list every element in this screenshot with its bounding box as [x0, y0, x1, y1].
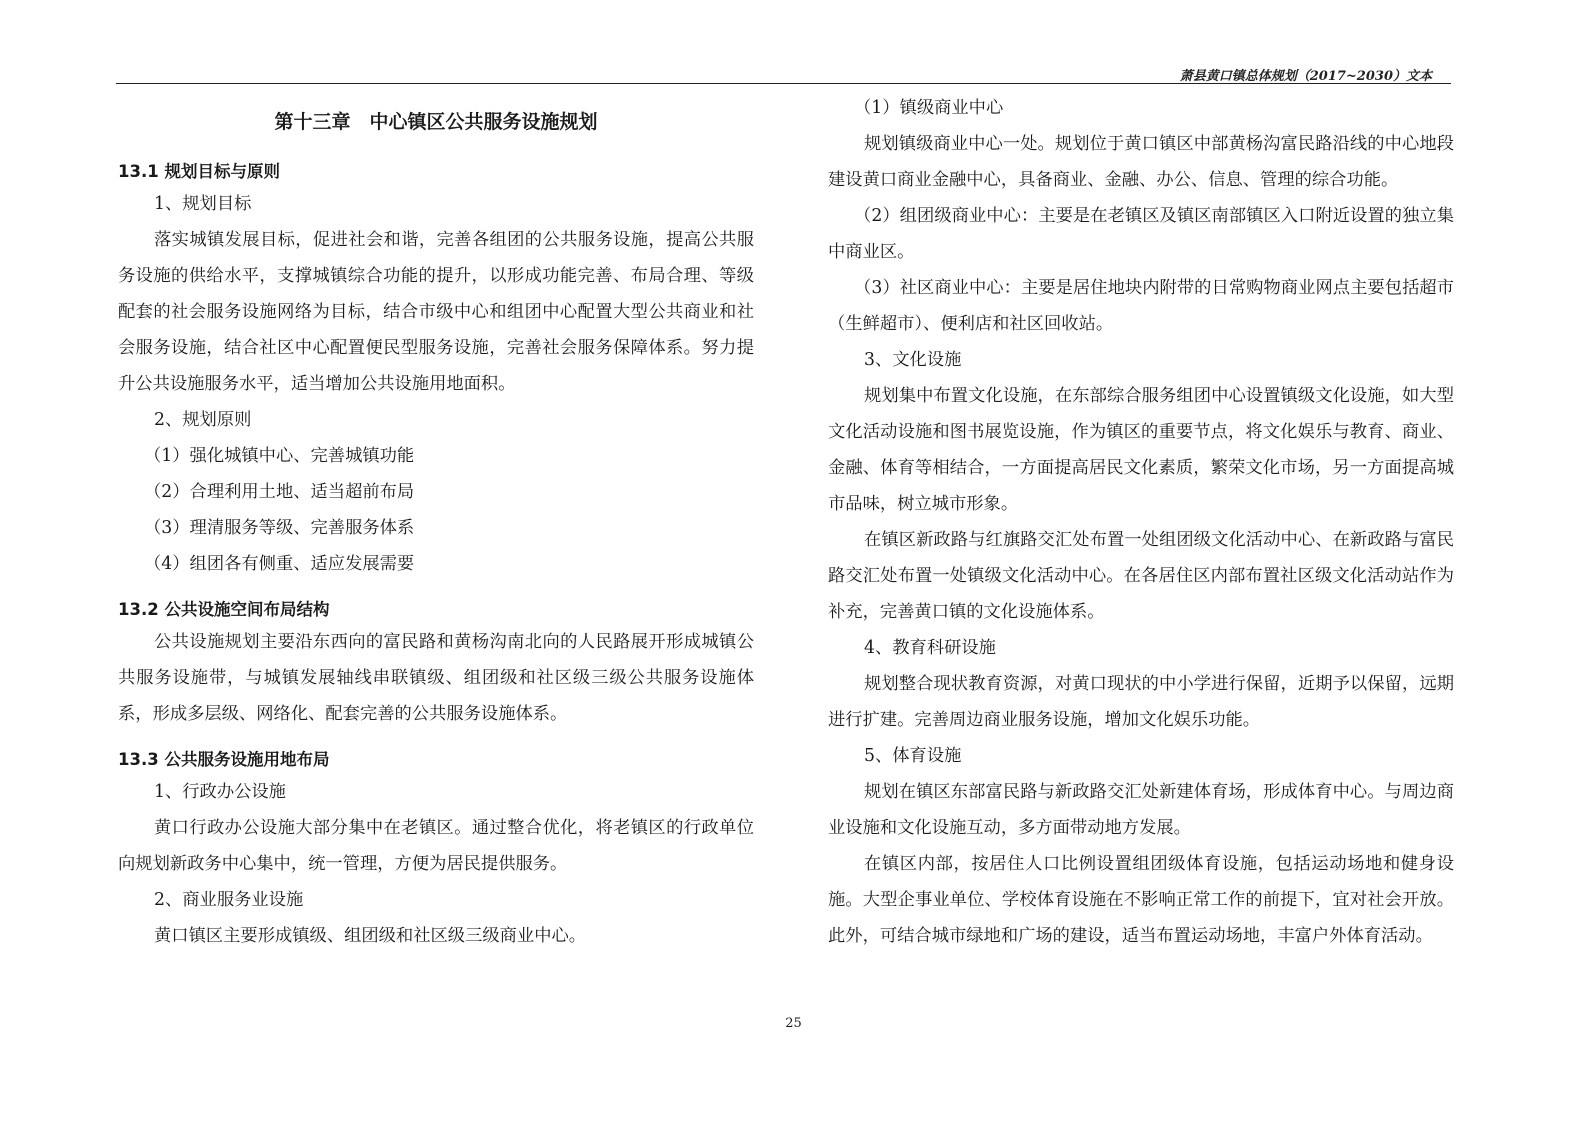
paragraph: 落实城镇发展目标，促进社会和谐，完善各组团的公共服务设施，提高公共服务设施的供给水平，支撑城镇综合功能的提升，以形成功能完善、布局合理、等级配套的社会服务设施网络为目标，结合市级中心和组团中心配置大型公共商业和社会服务设施，结合社区中心配置便民型服务设施，完善社会服务保障体系。努力提升公共设施服务水平，适当增加公共设施用地面积。 — [118, 230, 754, 394]
section-title-13-1: 13.1 规划目标与原则 — [118, 162, 280, 181]
paragraph: 黄口行政办公设施大部分集中在老镇区。通过整合优化，将老镇区的行政单位向规划新政务中心集中，统一管理，方便为居民提供服务。 — [118, 818, 754, 874]
paragraph: 规划集中布置文化设施，在东部综合服务组团中心设置镇级文化设施，如大型文化活动设施和图书展览设施，作为镇区的重要节点，将文化娱乐与教育、商业、金融、体育等相结合，一方面提高居民文化素质，繁荣文化市场，另一方面提高城市品味，树立城市形象。 — [828, 386, 1454, 514]
list-item: （1）强化城镇中心、完善城镇功能 — [144, 446, 415, 466]
header-rule — [116, 83, 1451, 84]
section-title-13-3: 13.3 公共服务设施用地布局 — [118, 750, 330, 769]
subheading: 2、规划原则 — [154, 410, 252, 430]
paragraph: 公共设施规划主要沿东西向的富民路和黄杨沟南北向的人民路展开形成城镇公共服务设施带，与城镇发展轴线串联镇级、组团级和社区级三级公共服务设施体系，形成多层级、网络化、配套完善的公共服务设施体系。 — [118, 632, 754, 724]
paragraph: （2）组团级商业中心：主要是在老镇区及镇区南部镇区入口附近设置的独立集中商业区。 — [828, 206, 1454, 262]
subheading: 5、体育设施 — [864, 746, 962, 766]
paragraph: 在镇区内部，按居住人口比例设置组团级体育设施，包括运动场地和健身设施。大型企事业单位、学校体育设施在不影响正常工作的前提下，宜对社会开放。此外，可结合城市绿地和广场的建设，适当布置运动场地，丰富户外体育活动。 — [828, 854, 1454, 946]
subheading: 2、商业服务业设施 — [154, 890, 304, 910]
paragraph: 规划镇级商业中心一处。规划位于黄口镇区中部黄杨沟富民路沿线的中心地段建设黄口商业金融中心，具备商业、金融、办公、信息、管理的综合功能。 — [828, 134, 1454, 190]
right-column — [828, 90, 1454, 954]
paragraph: 在镇区新政路与红旗路交汇处布置一处组团级文化活动中心、在新政路与富民路交汇处布置一处镇级文化活动中心。在各居住区内部布置社区级文化活动站作为补充，完善黄口镇的文化设施体系。 — [828, 530, 1454, 622]
list-item: （4）组团各有侧重、适应发展需要 — [144, 554, 415, 574]
left-column — [118, 90, 754, 954]
page-number: 25 — [785, 1016, 802, 1031]
list-item: （3）理清服务等级、完善服务体系 — [144, 518, 415, 538]
document-header-title: 萧县黄口镇总体规划（2017~2030）文本 — [1179, 69, 1432, 84]
paragraph: 规划在镇区东部富民路与新政路交汇处新建体育场，形成体育中心。与周边商业设施和文化设施互动，多方面带动地方发展。 — [828, 782, 1454, 838]
list-item: （2）合理利用土地、适当超前布局 — [144, 482, 415, 502]
paragraph: 黄口镇区主要形成镇级、组团级和社区级三级商业中心。 — [154, 926, 587, 946]
subheading: （1）镇级商业中心 — [854, 98, 1004, 118]
subheading: 4、教育科研设施 — [864, 638, 996, 658]
paragraph: 规划整合现状教育资源，对黄口现状的中小学进行保留，近期予以保留，远期进行扩建。完善周边商业服务设施，增加文化娱乐功能。 — [828, 674, 1454, 730]
subheading: 3、文化设施 — [864, 350, 962, 370]
subheading: 1、行政办公设施 — [154, 782, 286, 802]
subheading: 1、规划目标 — [154, 194, 252, 214]
chapter-title: 第十三章 中心镇区公共服务设施规划 — [274, 111, 598, 133]
section-title-13-2: 13.2 公共设施空间布局结构 — [118, 600, 330, 619]
paragraph: （3）社区商业中心：主要是居住地块内附带的日常购物商业网点主要包括超市（生鲜超市）、便利店和社区回收站。 — [828, 278, 1454, 334]
